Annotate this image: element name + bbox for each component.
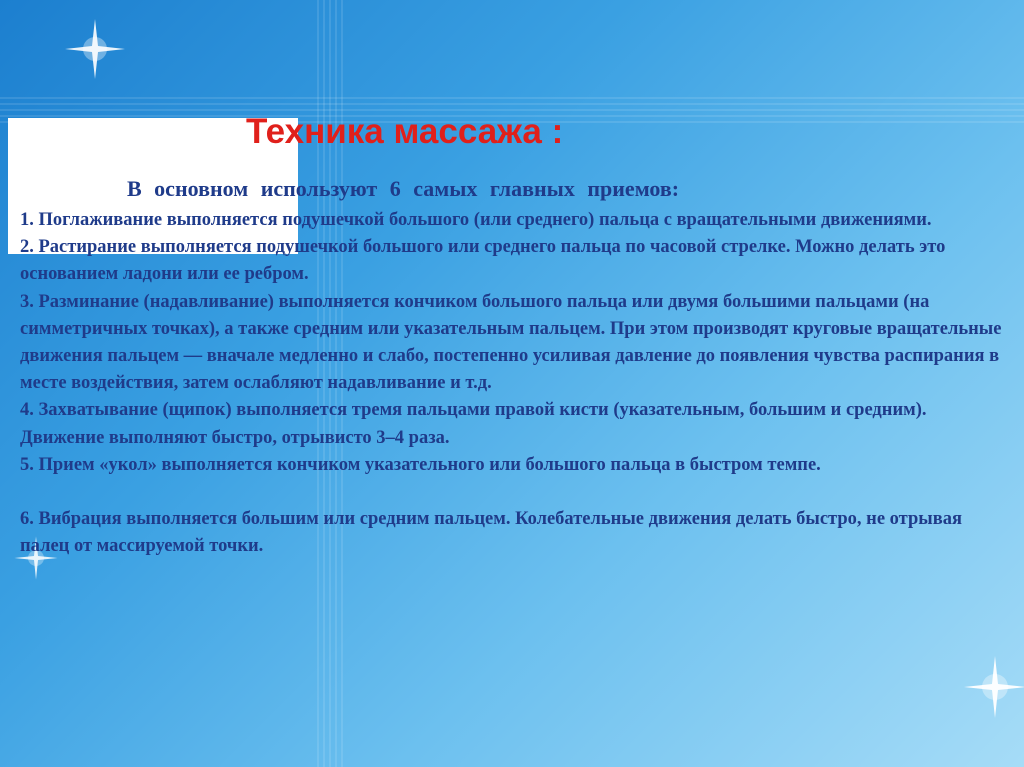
- list-item: 3. Разминание (надавливание) выполняется кончиком большого пальца или двумя большими пальцами (на симметричных точках), а также средним или указательным пальцем. При этом производят круговые вращательные движения пальцем — вначале медленно и слабо, постепенно усиливая давление до появления чувства распирания в месте воздействия, затем ослабляют надавливание и т.д.: [20, 291, 1002, 394]
- list-item: 6. Вибрация выполняется большим или средним пальцем. Колебательные движения делать быстро, не отрывая палец от массируемой точки.: [20, 509, 962, 557]
- technique-list: [20, 207, 1010, 561]
- sparkle-icon: [60, 14, 130, 84]
- slide-subtitle: В основном используют 6 самых главных приемов:: [127, 176, 680, 201]
- sparkle-icon: [960, 652, 1024, 722]
- list-item: 5. Прием «укол» выполняется кончиком указательного или большого пальца в быстром темпе.: [20, 454, 821, 475]
- list-item: 1. Поглаживание выполняется подушечкой большого (или среднего) пальца с вращательными движениями.: [20, 210, 932, 230]
- slide-title: Техника массажа :: [246, 112, 564, 151]
- list-item: 2. Растирание выполняется подушечкой большого или среднего пальца по часовой стрелке. Можно делать это основанием ладони или ее ребром.: [20, 237, 946, 285]
- spacer: [20, 479, 1010, 506]
- list-item: 4. Захватывание (щипок) выполняется тремя пальцами правой кисти (указательным, большим и средним). Движение выполняют быстро, отрывисто 3–4 раза.: [20, 400, 927, 448]
